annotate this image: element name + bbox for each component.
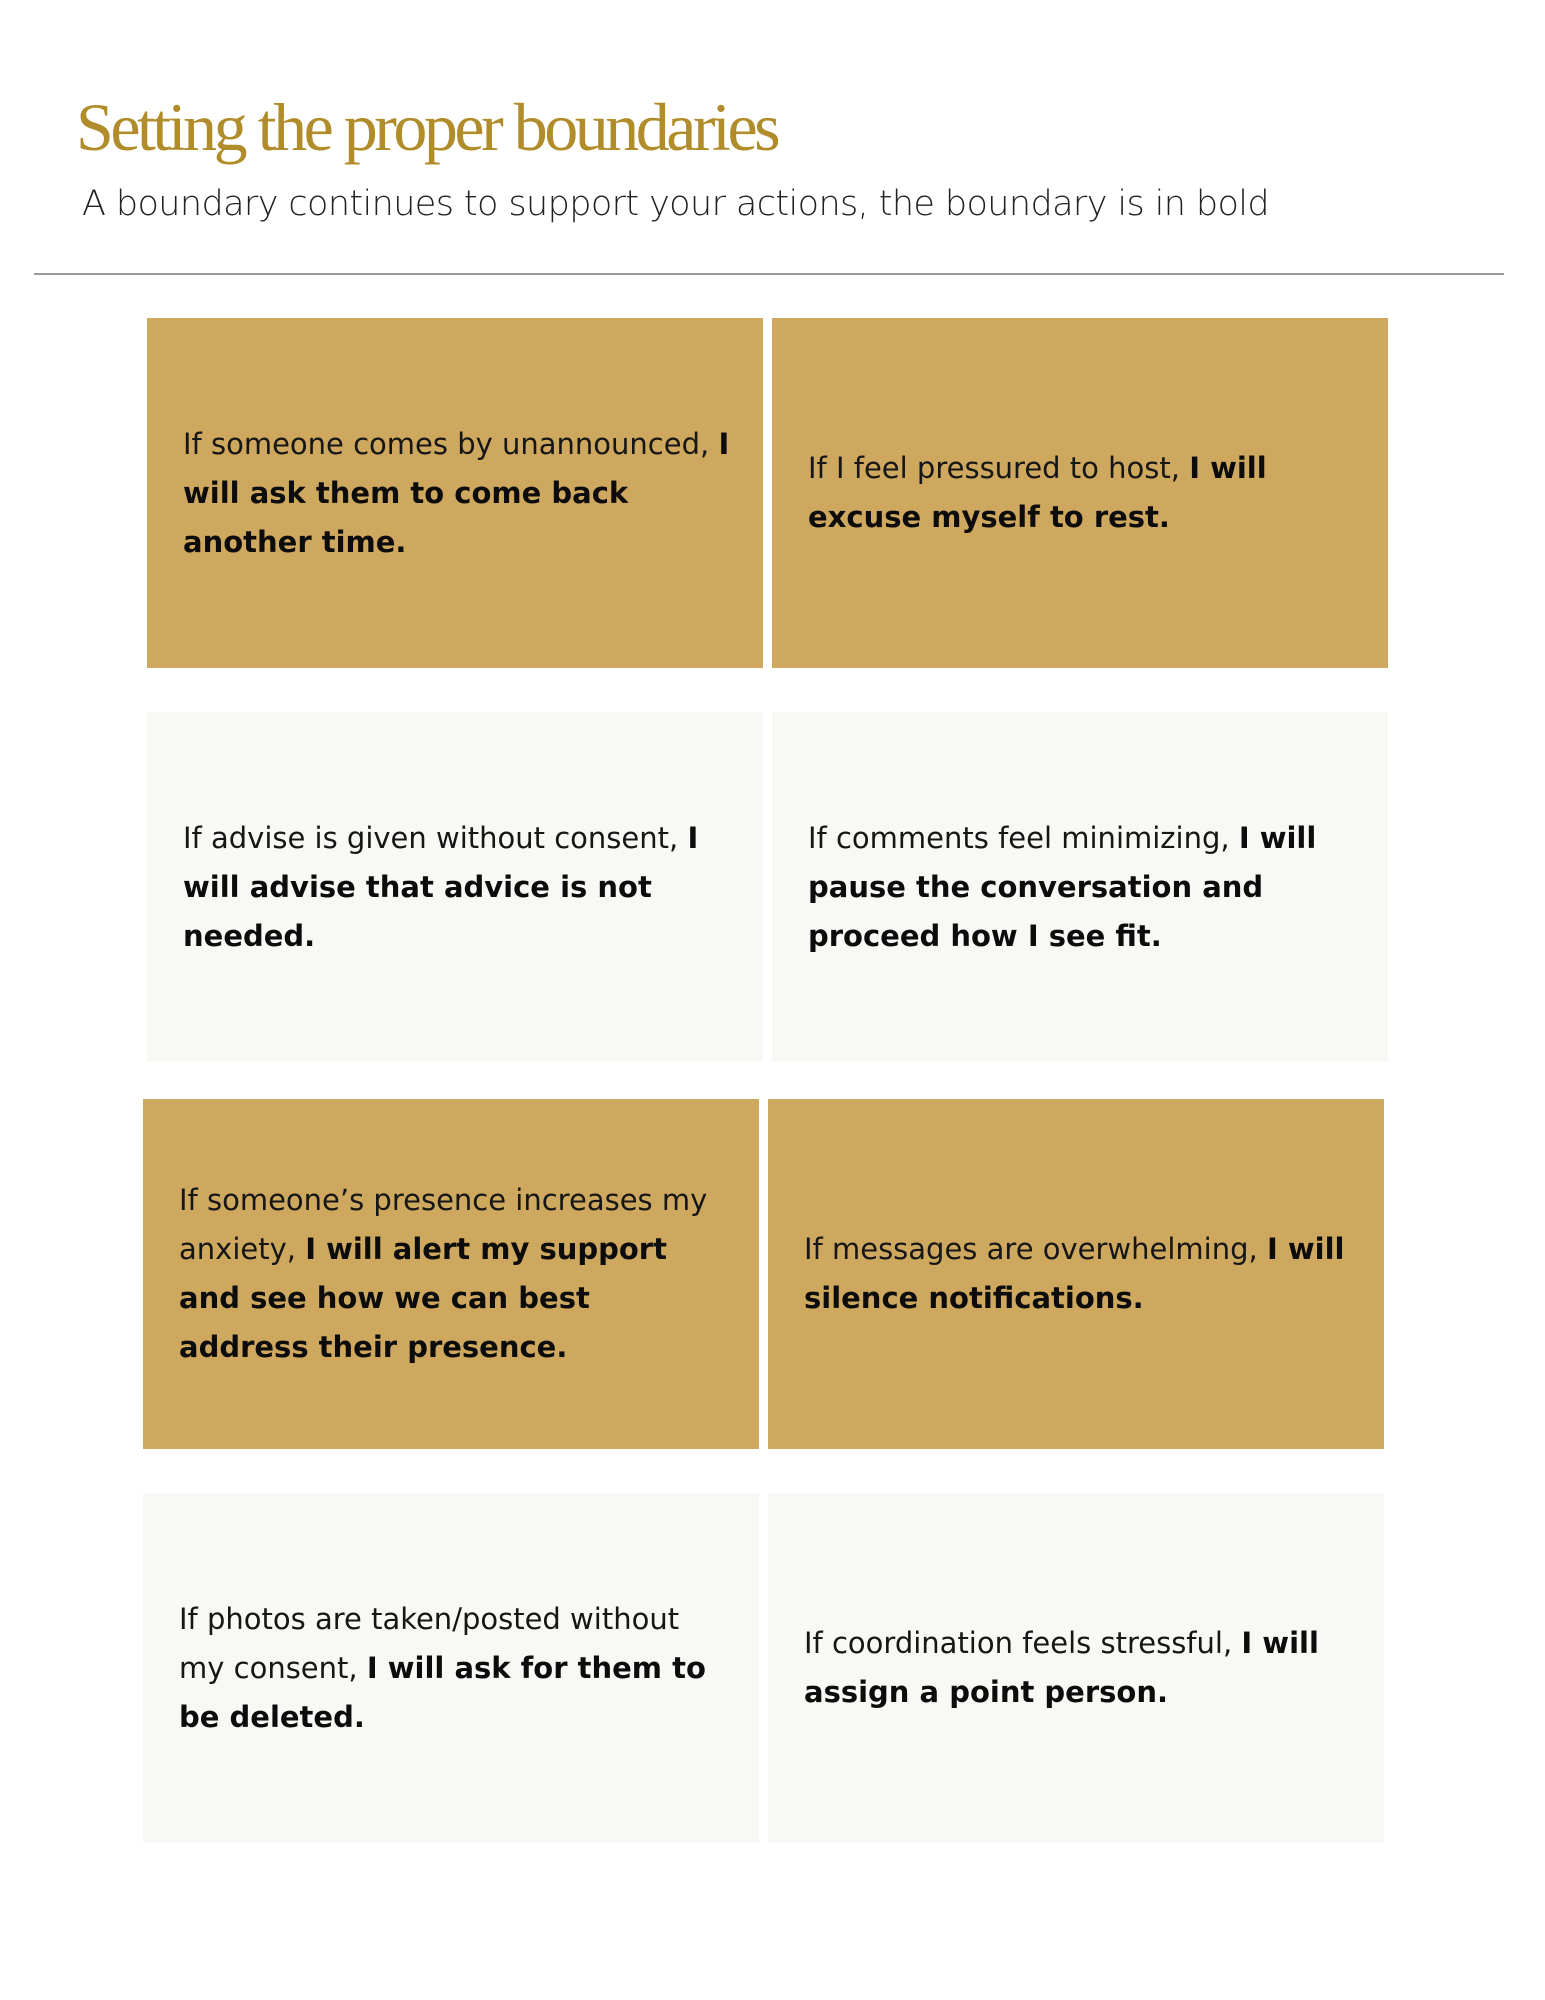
boundary-card [772, 318, 1388, 668]
boundary-action: I will excuse myself to rest. [808, 451, 1267, 534]
boundary-statement [768, 1619, 1384, 1717]
boundary-condition: If comments feel minimizing, [808, 820, 1230, 855]
boundary-statement [772, 444, 1388, 542]
boundary-card [768, 1099, 1384, 1449]
boundary-statement [147, 814, 763, 961]
boundary-action: I will pause the conversation and proceed how I see fit. [808, 820, 1317, 953]
boundary-action: I will silence notifications. [804, 1232, 1345, 1315]
page-title: Setting the proper boundaries [76, 89, 778, 165]
boundary-condition: If messages are overwhelming, [804, 1232, 1258, 1266]
page-subtitle: A boundary continues to support your actions, the boundary is in bold [82, 184, 1270, 224]
boundary-statement [768, 1225, 1384, 1323]
boundary-condition: If photos are taken/posted without my consent, [179, 1601, 680, 1685]
boundary-condition: If I feel pressured to host, [808, 451, 1180, 485]
boundary-card [143, 1099, 759, 1449]
boundary-action: I will assign a point person. [804, 1626, 1319, 1709]
boundary-card [143, 1493, 759, 1843]
boundary-action: I will ask for them to be deleted. [179, 1650, 706, 1734]
header-divider [34, 273, 1504, 275]
boundary-card [772, 712, 1388, 1062]
boundary-action: I will ask them to come back another time. [183, 426, 730, 559]
boundary-condition: If someone’s presence increases my anxiety, [179, 1183, 708, 1266]
boundary-condition: If coordination feels stressful, [804, 1626, 1233, 1660]
boundary-statement [143, 1595, 759, 1742]
boundary-card [768, 1493, 1384, 1843]
boundary-condition: If someone comes by unannounced, [183, 426, 710, 461]
boundary-action: I will alert my support and see how we can best address their presence. [179, 1232, 667, 1364]
boundary-statement [147, 420, 763, 567]
boundary-action: I will advise that advice is not needed. [183, 820, 699, 953]
boundary-card [147, 712, 763, 1062]
boundary-condition: If advise is given without consent, [183, 820, 679, 855]
boundary-statement [143, 1176, 759, 1372]
boundary-card [147, 318, 763, 668]
boundary-statement [772, 814, 1388, 961]
